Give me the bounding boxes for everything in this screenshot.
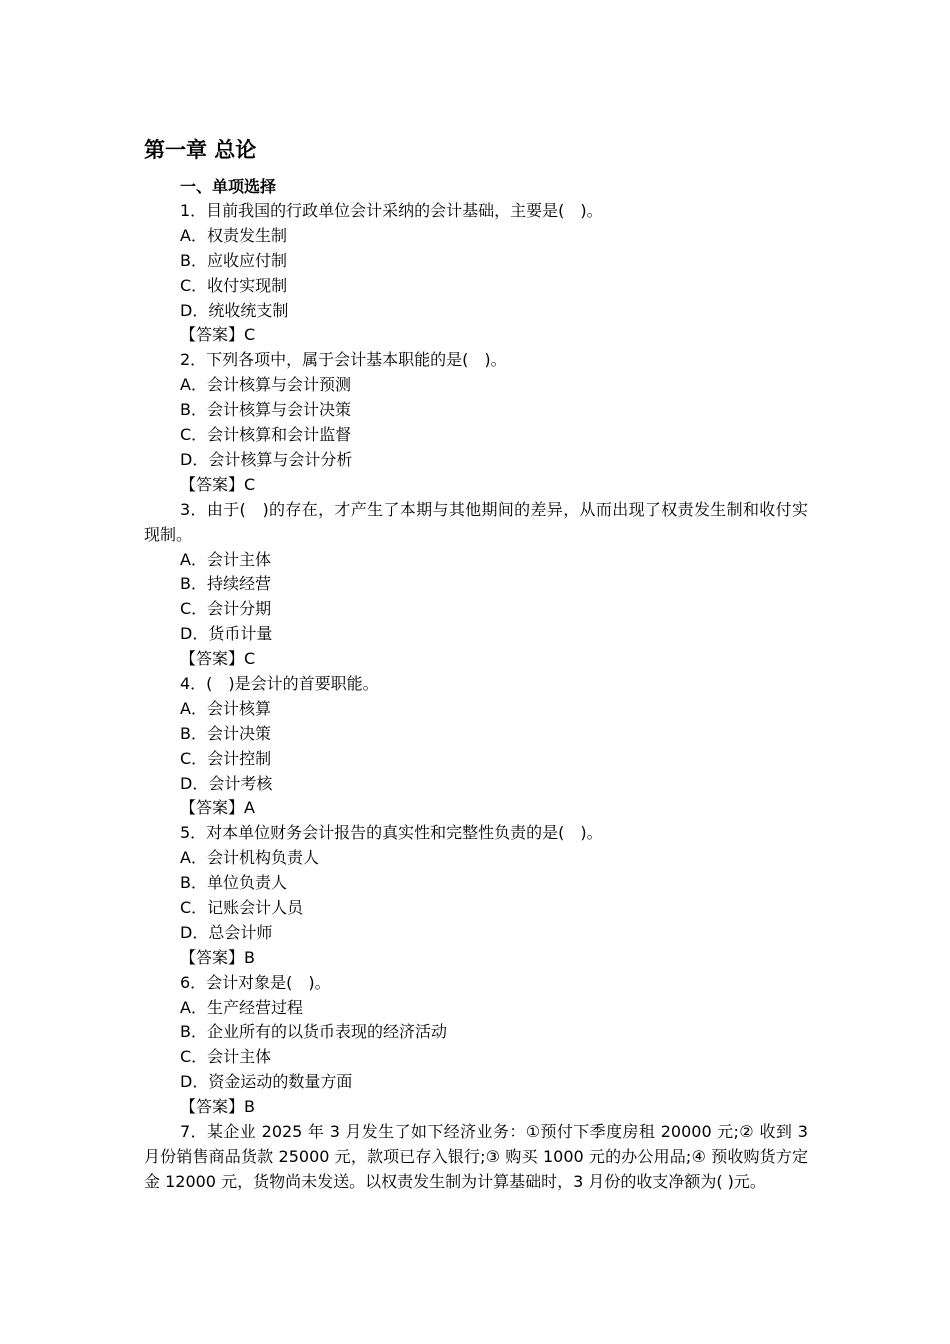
question-stem: 3．由于( )的存在，才产生了本期与其他期间的差异，从而出现了权责发生制和收付实现制。: [144, 499, 808, 544]
option: A．会计主体: [180, 549, 271, 569]
answer: 【答案】B: [180, 1097, 255, 1117]
option: B．持续经营: [180, 574, 271, 594]
question-list: [144, 199, 808, 1195]
section-title: 一、单项选择: [180, 177, 277, 196]
option: C．会计分期: [180, 599, 272, 619]
option: B．会计决策: [180, 723, 271, 743]
option: D．货币计量: [180, 624, 273, 644]
chapter-title: 第一章 总论: [144, 138, 257, 162]
answer: 【答案】C: [180, 474, 256, 494]
answer: 【答案】C: [180, 325, 256, 345]
answer: 【答案】A: [180, 798, 255, 818]
option: A．会计核算: [180, 698, 271, 718]
option: D．统收统支制: [180, 300, 289, 320]
option: B．单位负责人: [180, 873, 287, 893]
option: B．应收应付制: [180, 250, 287, 270]
question-stem: 6．会计对象是( )。: [180, 972, 331, 992]
option: D．资金运动的数量方面: [180, 1072, 353, 1092]
option: A．会计核算与会计预测: [180, 375, 351, 395]
option: C．记账会计人员: [180, 897, 304, 917]
option: D．会计核算与会计分析: [180, 449, 353, 469]
option: A．生产经营过程: [180, 997, 303, 1017]
option: C．会计控制: [180, 748, 272, 768]
option: D．总会计师: [180, 922, 273, 942]
option: C．会计核算和会计监督: [180, 425, 352, 445]
option: D．会计考核: [180, 773, 273, 793]
question-stem: 5．对本单位财务会计报告的真实性和完整性负责的是( )。: [180, 823, 603, 843]
option: B．企业所有的以货币表现的经济活动: [180, 1022, 447, 1042]
question-stem: 7．某企业 2025 年 3 月发生了如下经济业务：①预付下季度房租 20000 元;② 收到 3 月份销售商品货款 25000 元，款项已存入银行;③ 购买 1000 元的办公用品;④ 预收购货方定金 12000 元，货物尚未发送。以权责发生制为计算基础时，3 月份的收支净额为( )元。: [144, 1121, 808, 1191]
option: A．权责发生制: [180, 225, 287, 245]
question-stem: 1．目前我国的行政单位会计采纳的会计基础，主要是( )。: [180, 201, 603, 220]
option: A．会计机构负责人: [180, 848, 319, 868]
question-stem: 2．下列各项中，属于会计基本职能的是( )。: [180, 350, 507, 370]
option: B．会计核算与会计决策: [180, 400, 351, 420]
question-stem: 4．( )是会计的首要职能。: [180, 673, 379, 693]
option: C．会计主体: [180, 1047, 272, 1067]
option: C．收付实现制: [180, 275, 288, 295]
answer: 【答案】B: [180, 947, 255, 967]
answer: 【答案】C: [180, 649, 256, 669]
